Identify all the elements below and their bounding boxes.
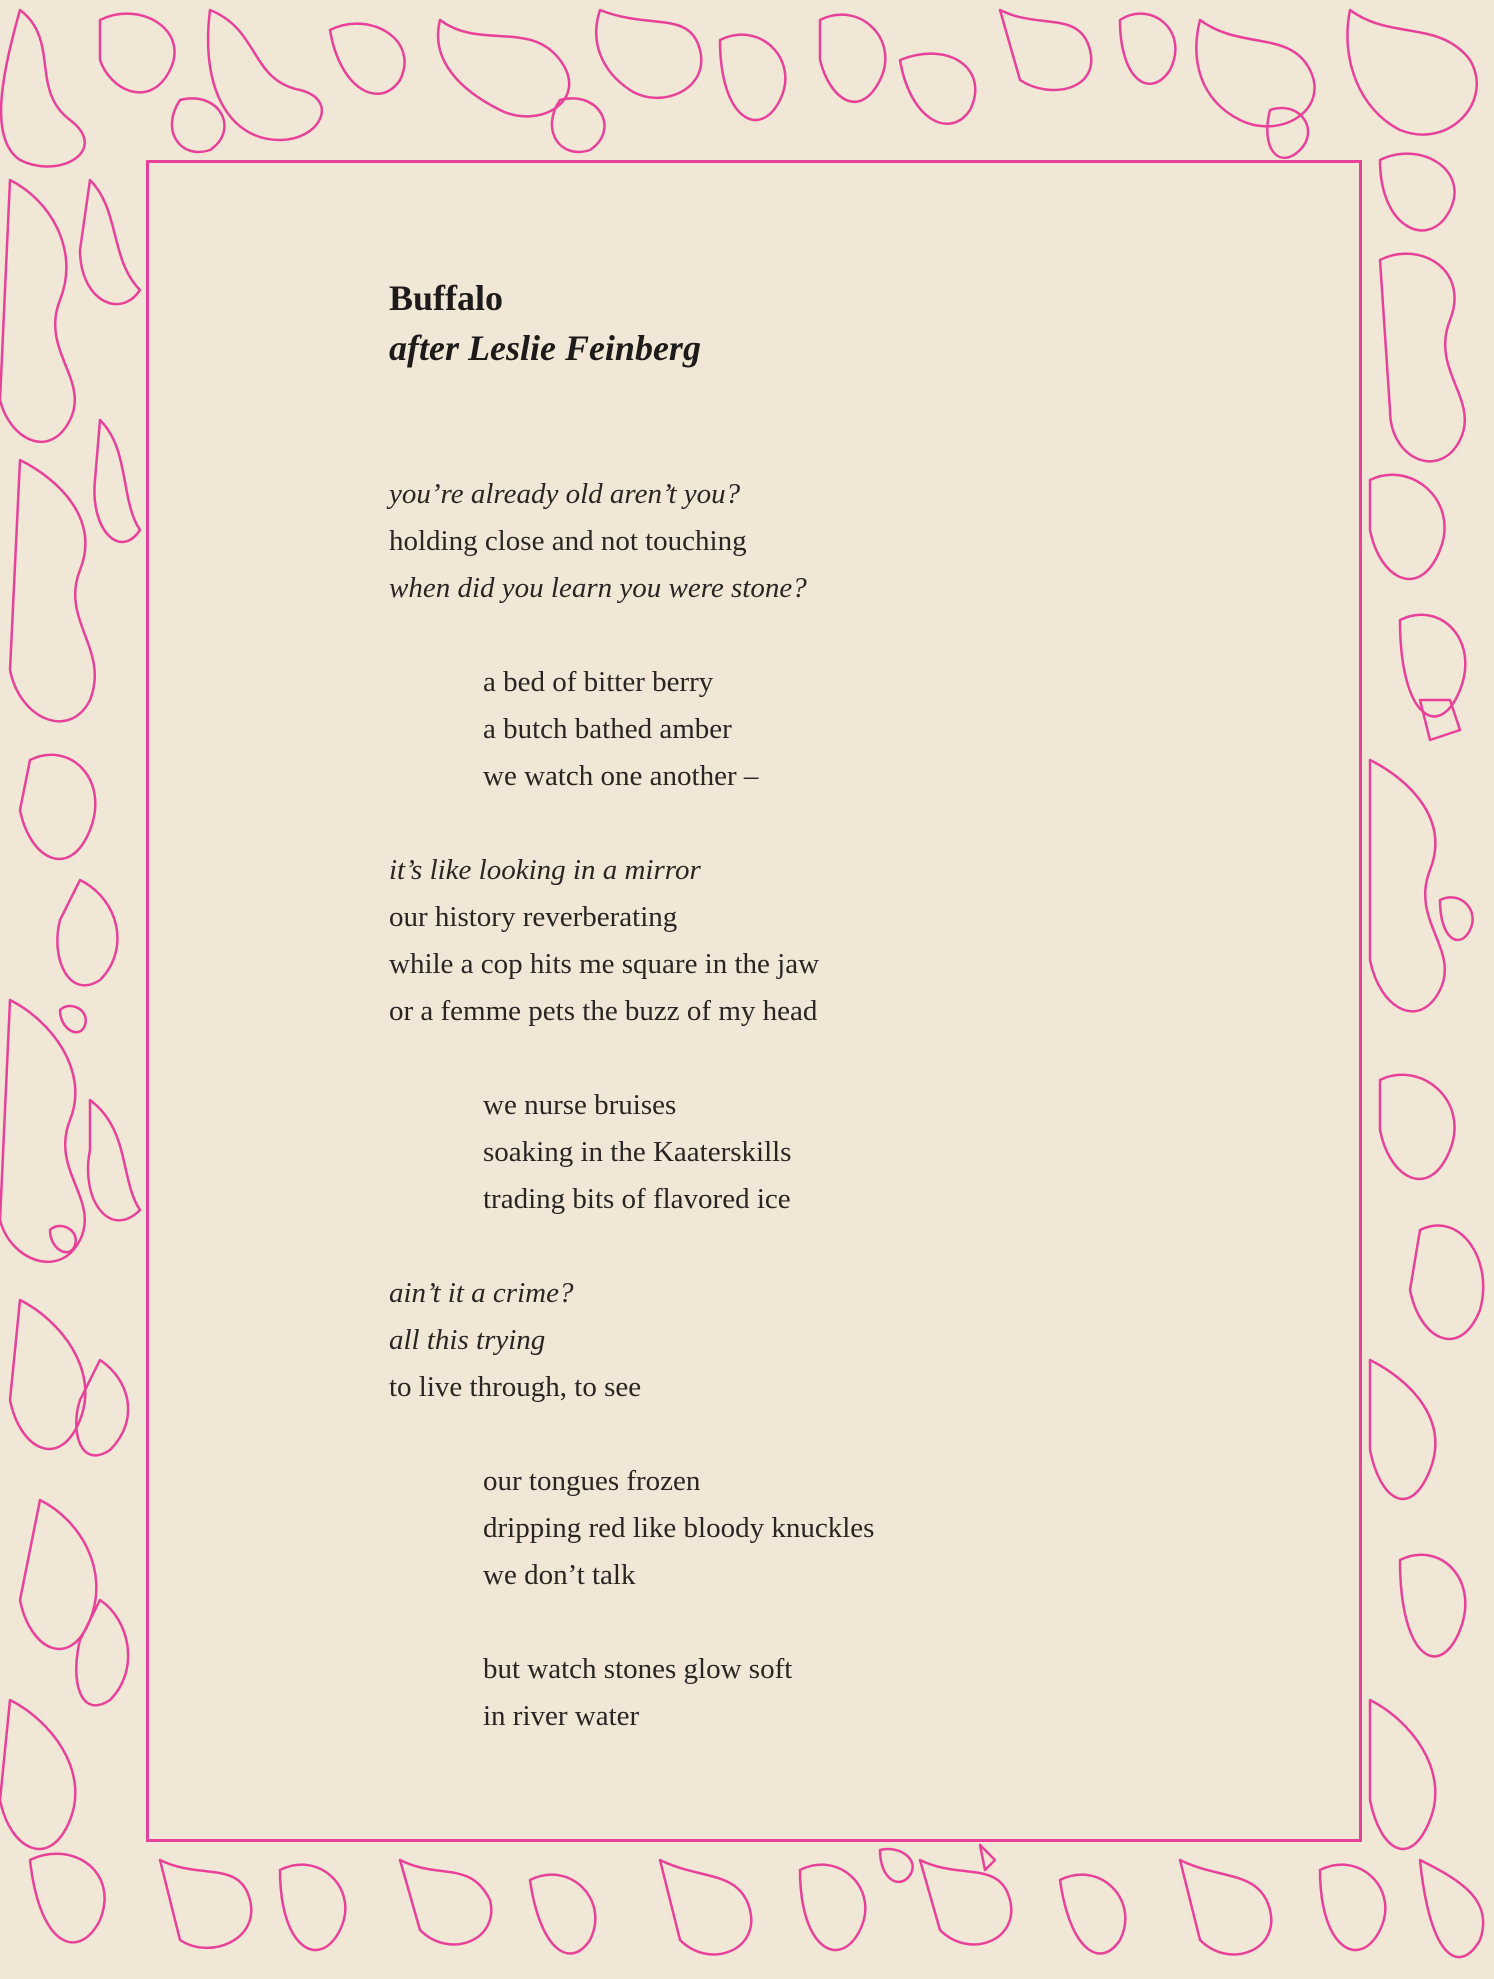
poem-line: dripping red like bloody knuckles — [483, 1512, 875, 1544]
poem-line: a bed of bitter berry — [483, 666, 714, 698]
stanza — [483, 1082, 1289, 1223]
poem-line: we nurse bruises — [483, 1089, 677, 1121]
poem-line: while a cop hits me square in the jaw — [389, 948, 820, 980]
stanza — [389, 1270, 1289, 1411]
poem-line: our tongues frozen — [483, 1465, 701, 1497]
poem-line: to live through, to see — [389, 1371, 642, 1403]
stanza — [389, 471, 1289, 612]
stanza — [483, 659, 1289, 800]
poem-line: our history reverberating — [389, 901, 678, 933]
poem-line: but watch stones glow soft — [483, 1653, 793, 1685]
poem-line: we watch one another – — [483, 760, 759, 792]
poem-line: we don’t talk — [483, 1559, 636, 1591]
poem-line: all this trying — [389, 1324, 546, 1356]
poem-line: it’s like looking in a mirror — [389, 854, 701, 886]
poem-page — [146, 160, 1362, 1842]
poem-title: Buffalo — [389, 278, 504, 318]
stanza — [483, 1458, 1289, 1599]
poem — [389, 273, 1289, 1787]
poem-line: ain’t it a crime? — [389, 1277, 574, 1309]
poem-line: trading bits of flavored ice — [483, 1183, 791, 1215]
stanza — [389, 847, 1289, 1035]
poem-body — [389, 471, 1289, 1740]
poem-line: or a femme pets the buzz of my head — [389, 995, 818, 1027]
poem-line: when did you learn you were stone? — [389, 572, 807, 604]
poem-line: a butch bathed amber — [483, 713, 732, 745]
poem-line: holding close and not touching — [389, 525, 747, 557]
poem-subtitle: after Leslie Feinberg — [389, 328, 701, 368]
poem-line: in river water — [483, 1700, 640, 1732]
poem-line: soaking in the Kaaterskills — [483, 1136, 792, 1168]
poem-line: you’re already old aren’t you? — [389, 478, 741, 510]
stanza — [483, 1646, 1289, 1740]
